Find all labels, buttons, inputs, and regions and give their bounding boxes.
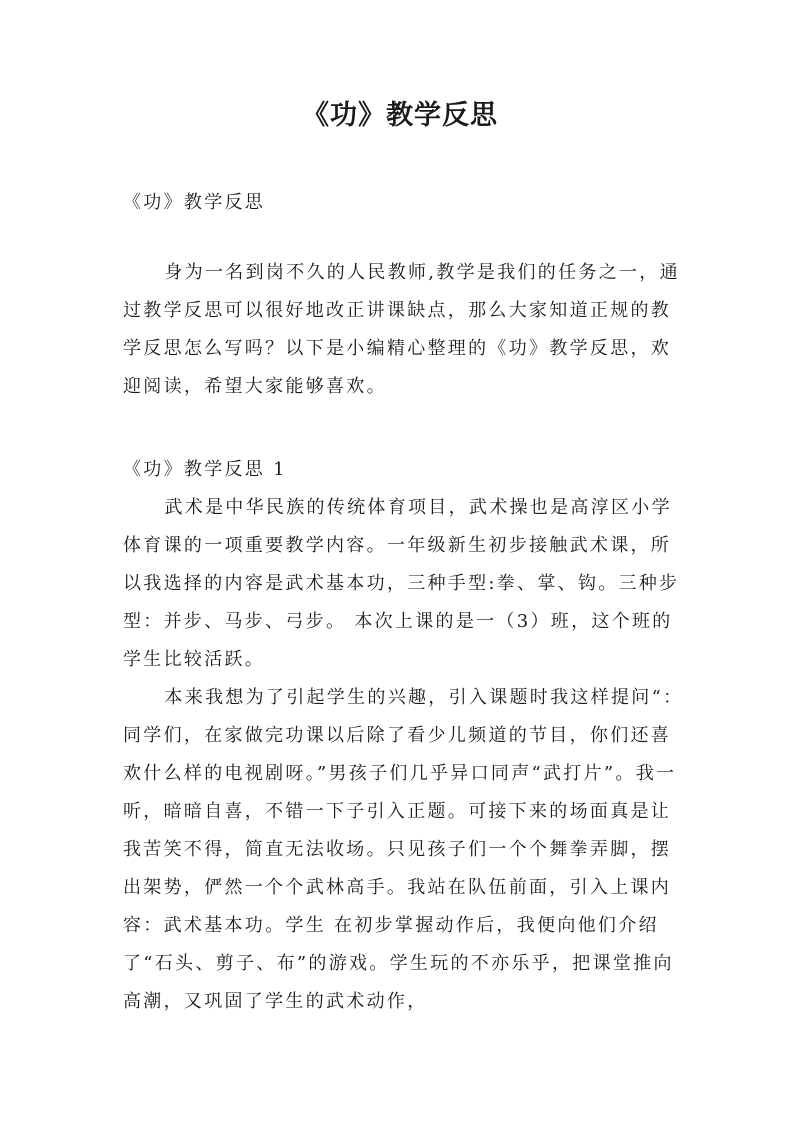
section-1-paragraph-2: 本来我想为了引起学生的兴趣，引入课题时我这样提问“：同学们，在家做完功课以后除了看少儿频道的节目，你们还喜欢什么样的电视剧呀。”男孩子们几乎异口同声“武打片”。我一听，暗暗自喜，不错一下子引入正题。可接下来的场面真是让我苦笑不得，简直无法收场。只见孩子们一个个舞拳弄脚，摆出架势，俨然一个个武林高手。我站在队伍前面，引入上课内容：武术基本功。学生 在初步掌握动作后，我便向他们介绍了“石头、剪子、布”的游戏。学生玩的不亦乐乎，把课堂推向高潮，又巩固了学生的武术动作，	[123, 687, 684, 1012]
intro-paragraph: 身为一名到岗不久的人民教师,教学是我们的任务之一，通过教学反思可以很好地改正讲课缺点，那么大家知道正规的教学反思怎么写吗？以下是小编精心整理的《功》教学反思，欢迎阅读，希望大家能够喜欢。	[123, 262, 680, 397]
section-1	[123, 451, 685, 1021]
section-1-heading: 《功》教学反思 1	[123, 459, 287, 480]
document-title: 《功》教学反思	[302, 100, 498, 131]
section-1-paragraph-1: 武术是中华民族的传统体育项目，武术操也是高淳区小学体育课的一项重要教学内容。一年级新生初步接触武术课，所以我选择的内容是武术基本功，三种手型:拳、掌、钩。三种步型：并步、马步、弓步。 本次上课的是一（3）班，这个班的学生比较活跃。	[123, 497, 680, 670]
intro-block	[123, 254, 685, 406]
document-subtitle: 《功》教学反思	[123, 192, 266, 213]
